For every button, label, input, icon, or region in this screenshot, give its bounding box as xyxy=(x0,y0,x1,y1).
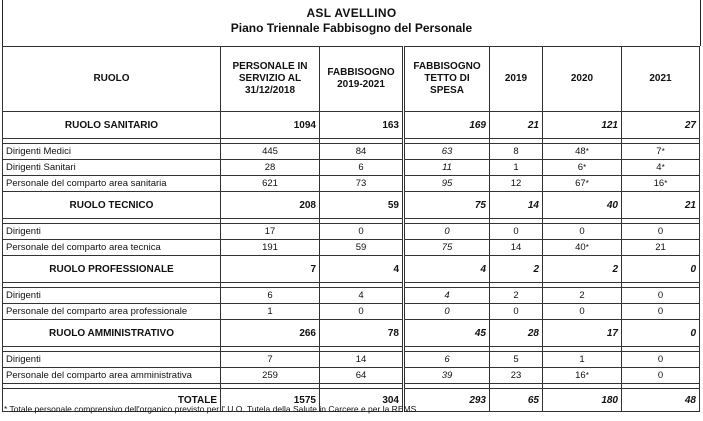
table-cell xyxy=(320,176,404,192)
table-cell xyxy=(622,288,700,304)
section-total: 0 xyxy=(622,256,700,283)
table-cell xyxy=(490,224,543,240)
row-label: Personale del comparto area amministrativa xyxy=(3,368,221,384)
section-total: 266 xyxy=(221,320,320,347)
table-cell xyxy=(490,144,543,160)
section-total: 28 xyxy=(490,320,543,347)
section-row xyxy=(3,256,700,283)
total-label: TOTALE xyxy=(3,389,221,412)
cell-value: 16 xyxy=(575,370,586,381)
cell-value: 64 xyxy=(355,370,367,381)
section-total: 7 xyxy=(221,256,320,283)
table-cell xyxy=(221,144,320,160)
section-name: RUOLO TECNICO xyxy=(3,192,221,219)
table-cell xyxy=(543,352,622,368)
cell-value: 63 xyxy=(441,146,453,157)
total-value: 48 xyxy=(622,389,700,412)
cell-value: 14 xyxy=(510,242,522,253)
cell-value: 75 xyxy=(441,242,453,253)
table-cell xyxy=(320,352,404,368)
row-label: Personale del comparto area tecnica xyxy=(3,240,221,256)
table-row xyxy=(3,224,700,240)
cell-value: 445 xyxy=(262,146,278,157)
table-cell xyxy=(320,368,404,384)
section-row xyxy=(3,112,700,139)
cell-value: 11 xyxy=(442,162,452,173)
section-total: 208 xyxy=(221,192,320,219)
table-cell xyxy=(404,368,490,384)
table-cell xyxy=(622,352,700,368)
footnote-marker: * xyxy=(661,163,665,172)
row-label: Dirigenti xyxy=(3,224,221,240)
section-row xyxy=(3,192,700,219)
section-total: 2 xyxy=(490,256,543,283)
cell-value: 6 xyxy=(358,162,364,173)
cell-value: 0 xyxy=(657,354,664,365)
cell-value: 4 xyxy=(656,162,662,173)
table-cell xyxy=(490,240,543,256)
table-cell xyxy=(490,368,543,384)
col-header-fabbisogno: FABBISOGNO 2019-2021 xyxy=(320,47,404,112)
table-row xyxy=(3,144,700,160)
cell-value: 0 xyxy=(579,226,585,237)
cell-value: 259 xyxy=(262,370,278,381)
section-total: 40 xyxy=(543,192,622,219)
table-row xyxy=(3,352,700,368)
section-total: 1094 xyxy=(221,112,320,139)
document-subtitle: Piano Triennale Fabbisogno del Personale xyxy=(230,21,473,35)
table-row xyxy=(3,304,700,320)
table-row xyxy=(3,288,700,304)
total-value: 65 xyxy=(490,389,543,412)
table-cell xyxy=(622,224,700,240)
section-total: 59 xyxy=(320,192,404,219)
cell-value: 95 xyxy=(441,178,453,189)
col-header-2020: 2020 xyxy=(543,47,622,112)
table-cell xyxy=(543,160,622,176)
total-value: 180 xyxy=(543,389,622,412)
cell-value: 1 xyxy=(267,306,273,317)
table-cell xyxy=(404,224,490,240)
cell-value: 73 xyxy=(355,178,367,189)
footnote-marker: * xyxy=(585,147,589,156)
table-cell xyxy=(221,304,320,320)
table-cell xyxy=(404,352,490,368)
footnote: * Totale personale comprensivo dell'organico previsto per l' U.O. Tutela della Salute in Carcere e per la REMS xyxy=(4,404,417,414)
table-cell xyxy=(622,176,700,192)
table-cell xyxy=(221,288,320,304)
section-total: 4 xyxy=(320,256,404,283)
cell-value: 0 xyxy=(513,226,519,237)
section-total: 21 xyxy=(490,112,543,139)
row-label: Personale del comparto area sanitaria xyxy=(3,176,221,192)
col-header-2019: 2019 xyxy=(490,47,543,112)
section-total: 2 xyxy=(543,256,622,283)
cell-value: 7 xyxy=(656,146,662,157)
table-header-row xyxy=(3,47,700,112)
cell-value: 12 xyxy=(510,178,522,189)
cell-value: 28 xyxy=(264,162,276,173)
cell-value: 0 xyxy=(657,226,664,237)
row-label: Dirigenti Medici xyxy=(3,144,221,160)
cell-value: 2 xyxy=(579,290,585,301)
total-value: 1575 xyxy=(221,389,320,412)
col-header-tetto: FABBISOGNO TETTO DI SPESA xyxy=(404,47,490,112)
cell-value: 48 xyxy=(575,146,586,157)
table-cell xyxy=(490,176,543,192)
table-cell xyxy=(320,224,404,240)
table-cell xyxy=(404,176,490,192)
table-cell xyxy=(221,368,320,384)
cell-value: 621 xyxy=(262,178,278,189)
table-cell xyxy=(320,304,404,320)
document-title: ASL AVELLINO xyxy=(306,6,397,20)
table-cell xyxy=(320,160,404,176)
table-cell xyxy=(404,160,490,176)
cell-value: 17 xyxy=(264,226,276,237)
section-total: 21 xyxy=(622,192,700,219)
section-name: RUOLO PROFESSIONALE xyxy=(3,256,221,283)
table-cell xyxy=(490,352,543,368)
table-cell xyxy=(404,144,490,160)
cell-value: 0 xyxy=(358,226,364,237)
table-cell xyxy=(404,240,490,256)
section-row xyxy=(3,320,700,347)
table-row xyxy=(3,368,700,384)
table-cell xyxy=(320,240,404,256)
cell-value: 0 xyxy=(444,306,450,317)
section-total: 75 xyxy=(404,192,490,219)
footnote-marker: * xyxy=(585,179,589,188)
table-row xyxy=(3,240,700,256)
col-header-2021: 2021 xyxy=(622,47,700,112)
table-cell xyxy=(404,304,490,320)
section-total: 17 xyxy=(543,320,622,347)
staffing-table xyxy=(2,46,700,412)
cell-value: 40 xyxy=(575,242,586,253)
section-total: 4 xyxy=(404,256,490,283)
cell-value: 0 xyxy=(657,370,664,381)
cell-value: 4 xyxy=(358,290,364,301)
title-block xyxy=(2,0,701,46)
table-cell xyxy=(404,288,490,304)
section-total: 78 xyxy=(320,320,404,347)
cell-value: 16 xyxy=(653,178,665,189)
cell-value: 1 xyxy=(579,354,585,365)
section-name: RUOLO AMMINISTRATIVO xyxy=(3,320,221,347)
row-label: Personale del comparto area professionale xyxy=(3,304,221,320)
table-cell xyxy=(320,144,404,160)
section-total: 0 xyxy=(622,320,700,347)
table-cell xyxy=(221,240,320,256)
cell-value: 39 xyxy=(441,370,453,381)
table-cell xyxy=(490,304,543,320)
table-cell xyxy=(543,288,622,304)
section-total: 163 xyxy=(320,112,404,139)
cell-value: 8 xyxy=(513,146,519,157)
cell-value: 6 xyxy=(444,354,450,365)
footnote-marker: * xyxy=(661,147,665,156)
cell-value: 6 xyxy=(577,162,584,173)
table-cell xyxy=(622,144,700,160)
table-cell xyxy=(622,368,700,384)
table-cell xyxy=(320,288,404,304)
section-total: 45 xyxy=(404,320,490,347)
section-total: 121 xyxy=(543,112,622,139)
cell-value: 0 xyxy=(444,226,450,237)
table-cell xyxy=(622,304,700,320)
cell-value: 0 xyxy=(579,306,585,317)
table-cell xyxy=(221,224,320,240)
cell-value: 0 xyxy=(513,306,519,317)
footnote-marker: * xyxy=(585,243,589,252)
footnote-marker: * xyxy=(664,179,668,188)
row-label: Dirigenti xyxy=(3,352,221,368)
table-cell xyxy=(490,288,543,304)
cell-value: 14 xyxy=(355,354,367,365)
table-cell xyxy=(622,160,700,176)
table-cell xyxy=(543,304,622,320)
table-cell xyxy=(543,176,622,192)
table-cell xyxy=(543,144,622,160)
table-cell xyxy=(543,224,622,240)
table-cell xyxy=(543,368,622,384)
col-header-ruolo: RUOLO xyxy=(3,47,221,112)
section-total: 27 xyxy=(622,112,700,139)
cell-value: 5 xyxy=(513,354,519,365)
cell-value: 7 xyxy=(267,354,273,365)
total-value: 304 xyxy=(320,389,404,412)
cell-value: 84 xyxy=(355,146,367,157)
table-cell xyxy=(221,352,320,368)
table-row xyxy=(3,160,700,176)
cell-value: 59 xyxy=(355,242,367,253)
cell-value: 0 xyxy=(657,290,664,301)
col-header-personale: PERSONALE IN SERVIZIO AL 31/12/2018 xyxy=(221,47,320,112)
cell-value: 0 xyxy=(358,306,364,317)
table-cell xyxy=(221,160,320,176)
total-value: 293 xyxy=(404,389,490,412)
row-label: Dirigenti xyxy=(3,288,221,304)
footnote-marker: * xyxy=(585,371,589,380)
cell-value: 67 xyxy=(575,178,586,189)
cell-value: 191 xyxy=(262,242,278,253)
section-total: 14 xyxy=(490,192,543,219)
cell-value: 1 xyxy=(513,162,519,173)
table-cell xyxy=(622,240,700,256)
table-row xyxy=(3,176,700,192)
cell-value: 23 xyxy=(510,370,522,381)
section-total: 169 xyxy=(404,112,490,139)
cell-value: 2 xyxy=(513,290,519,301)
cell-value: 4 xyxy=(444,290,450,301)
row-label: Dirigenti Sanitari xyxy=(3,160,221,176)
cell-value: 6 xyxy=(267,290,273,301)
footnote-marker: * xyxy=(583,163,587,172)
table-cell xyxy=(543,240,622,256)
table-cell xyxy=(221,176,320,192)
cell-value: 0 xyxy=(657,306,664,317)
table-cell xyxy=(490,160,543,176)
section-name: RUOLO SANITARIO xyxy=(3,112,221,139)
cell-value: 21 xyxy=(655,242,666,253)
